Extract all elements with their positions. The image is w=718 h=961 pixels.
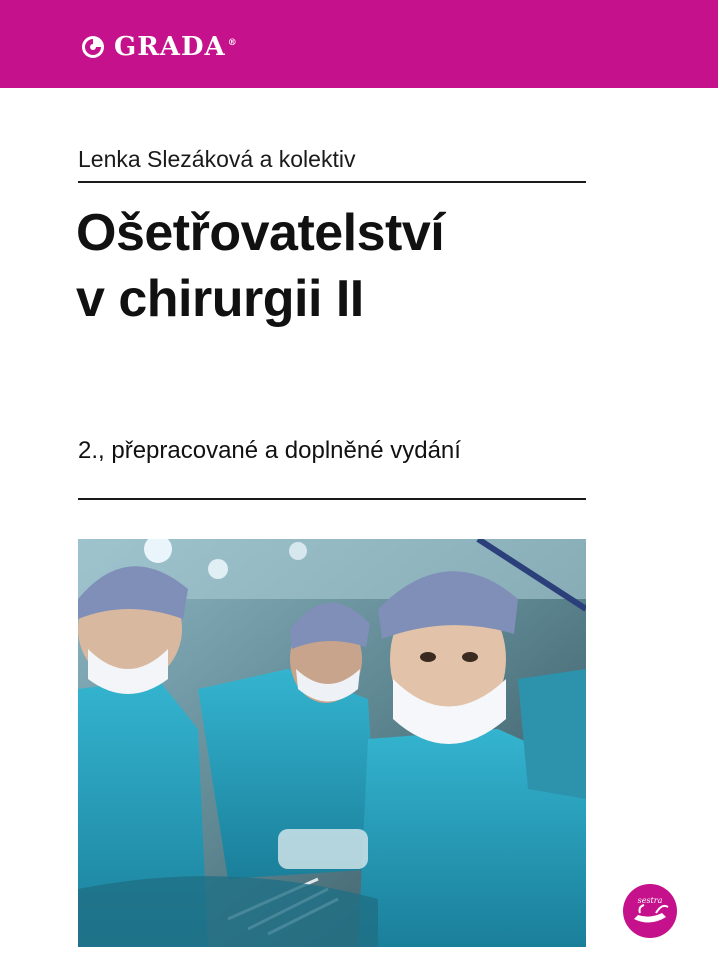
title-line-2: v chirurgii II <box>76 270 364 328</box>
series-badge-label: sestra <box>637 896 663 905</box>
registered-mark: ® <box>227 38 238 49</box>
series-badge <box>622 883 678 939</box>
publisher-name: GRADA ® <box>114 32 238 62</box>
divider-top <box>78 181 586 183</box>
publisher-banner <box>0 0 718 88</box>
divider-bottom <box>78 498 586 500</box>
cover-photo <box>78 539 586 947</box>
grada-swirl-icon <box>80 34 106 60</box>
publisher-logo <box>80 30 238 64</box>
book-title <box>76 200 444 332</box>
book-author: Lenka Slezáková a kolektiv <box>78 146 356 172</box>
edition-note: 2., přepracované a doplněné vydání <box>78 437 461 464</box>
title-line-1: Ošetřovatelství <box>76 204 445 262</box>
